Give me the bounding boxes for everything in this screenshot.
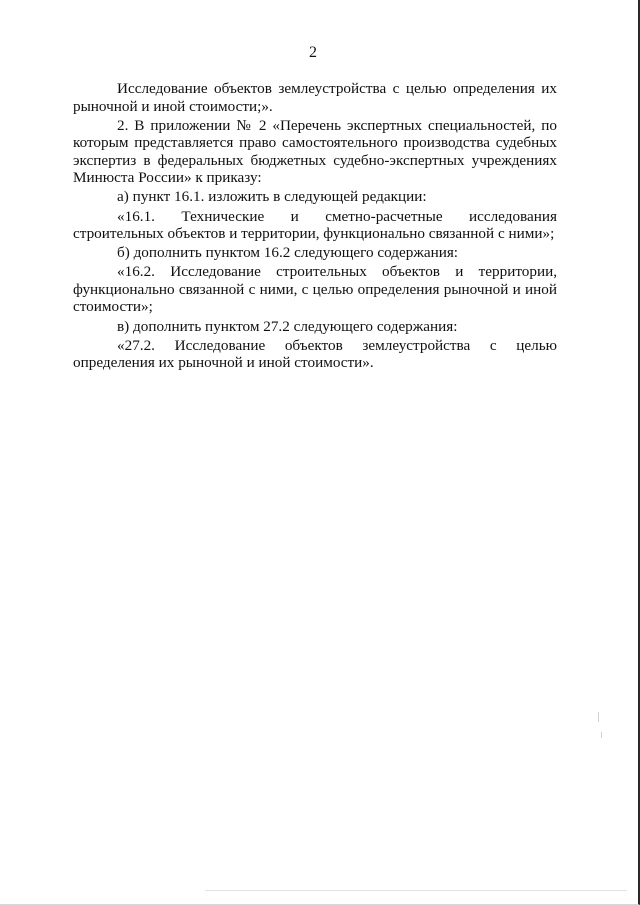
paragraph-2: 2. В приложении № 2 «Перечень экспертных специальностей, по которым представляется право самостоятельного производства судебных экспертиз в федеральных бюджетных судебно-экспертных учреждениях Минюста России» к приказу: bbox=[73, 116, 557, 187]
paragraph-4: «16.1. Технические и сметно-расчетные исследования строительных объектов и территории, функционально связанной с ними»; bbox=[73, 207, 557, 243]
paragraph-1: Исследование объектов землеустройства с целью определения их рыночной и иной стоимости;». bbox=[73, 80, 557, 115]
paragraph-3: а) пункт 16.1. изложить в следующей редакции: bbox=[117, 188, 427, 206]
scan-edge bbox=[205, 890, 627, 891]
paragraph-8: «27.2. Исследование объектов землеустройства с целью определения их рыночной и иной стоимости». bbox=[73, 336, 557, 372]
page-number: 2 bbox=[309, 44, 317, 61]
paragraph-6: «16.2. Исследование строительных объектов и территории, функционально связанной с ними, с целью определения рыночной и иной стоимости»; bbox=[73, 263, 557, 316]
scan-artifact bbox=[598, 712, 599, 722]
paragraph-5: б) дополнить пунктом 16.2 следующего содержания: bbox=[117, 244, 459, 262]
document-body bbox=[73, 80, 557, 374]
paragraph-7: в) дополнить пунктом 27.2 следующего содержания: bbox=[117, 317, 458, 335]
scan-artifact bbox=[601, 732, 602, 738]
